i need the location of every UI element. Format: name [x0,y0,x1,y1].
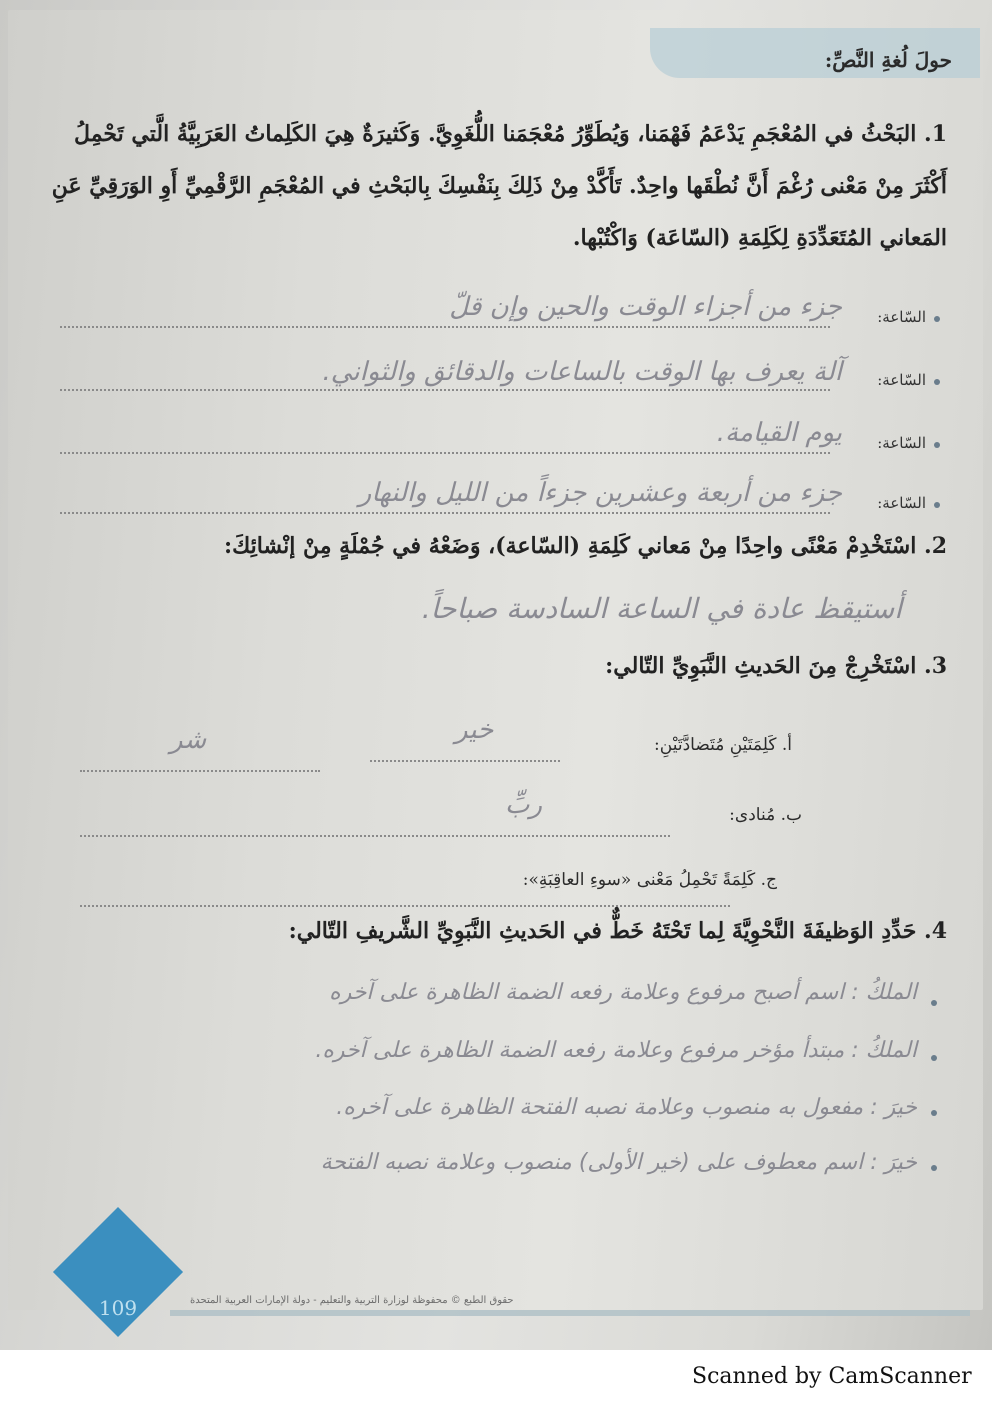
handwritten-answer-2: آلة يعرف بها الوقت بالساعات والدقائق والثواني. [322,357,842,387]
answer-label: السّاعة: [877,308,926,326]
question-2 [47,520,947,572]
q3-a-label: أ. كَلِمَتَيْنِ مُتَضادَّتَيْنِ: [654,735,792,755]
handwritten-antonym-2: شر [170,725,207,755]
q3-a-line-1 [370,760,560,762]
question-2-number: 2. [924,533,947,559]
bullet [931,1110,937,1116]
handwritten-grammar-1: الملكُ : اسم أصبح مرفوع وعلامة رفعه الضمة الظاهرة على آخره [329,980,917,1005]
q3-a-line-2 [80,770,320,772]
handwritten-answer-3: يوم القيامة. [716,418,842,448]
handwritten-answer-1: جزء من أجزاء الوقت والحين وإن قلّ [449,292,842,322]
question-2-text: اسْتَخْدِمْ مَعْنًى واحِدًا مِنْ مَعاني كَلِمَةِ (السّاعة)، وَضَعْهُ في جُمْلَةٍ مِنْ إنْشائِكَ: [223,533,917,559]
handwritten-vocative: ربِّ [505,790,543,820]
question-3 [47,640,947,692]
q3-c-label: ج. كَلِمَةً تَحْمِلُ مَعْنى «سوءِ العاقِبَةِ»: [522,870,777,890]
handwritten-grammar-4: خيرَ : اسم معطوف على (خير الأولى) منصوب وعلامة نصبه الفتحة [320,1150,917,1175]
handwritten-answer-4: جزء من أربعة وعشرين جزءاً من الليل والنهار [358,478,842,508]
bullet [931,1055,937,1061]
q3-b-line [80,835,670,837]
question-1-text: البَحْثُ في المُعْجَمِ يَدْعَمُ فَهْمَنا، وَيُطَوِّرُ مُعْجَمَنا اللُّغَوِيَّ. وَكَثيرَةٌ هِيَ الكَلِماتُ العَرَبِيَّةُ الَّتي تَحْمِلُ أَكْثَرَ مِنْ مَعْنى رُغْمَ أَنَّ نُطْقَها واحِدٌ. تَأَكَّدْ مِنْ ذَلِكَ بِنَفْسِكَ بِالبَحْثِ في المُعْجَمِ الرَّقْمِيِّ أَوِ الوَرَقِيِّ عَنِ المَعاني المُتَعَدِّدَةِ لِكَلِمَةِ (السّاعَة) وَاكْتُبْها. [51,121,947,251]
question-4-text: حَدِّدِ الوَظيفَةَ النَّحْوِيَّةَ لِما تَحْتَهُ خَطٌّ في الحَديثِ النَّبَوِيِّ الشَّريفِ التّالي: [288,918,917,944]
answer-label: السّاعة: [877,371,926,389]
question-3-number: 3. [924,653,947,679]
scanner-watermark: Scanned by CamScanner [692,1364,972,1389]
question-4 [47,905,947,957]
question-1-number: 1. [924,121,947,147]
footer-bar [170,1310,970,1316]
handwritten-grammar-3: خيرَ : مفعول به منصوب وعلامة نصبه الفتحة الظاهرة على آخره. [336,1095,917,1120]
handwritten-antonym-1: خير [455,715,494,745]
page-number: 109 [98,1296,138,1320]
answer-label: السّاعة: [877,494,926,512]
question-3-text: اسْتَخْرِجْ مِنَ الحَديثِ النَّبَوِيِّ التّالي: [605,653,917,679]
bullet [931,1000,937,1006]
answer-label: السّاعة: [877,434,926,452]
handwritten-grammar-2: الملكُ : مبتدأ مؤخر مرفوع وعلامة رفعه الضمة الظاهرة على آخره. [315,1038,917,1063]
copyright-footer: حقوق الطبع © محفوظة لوزارة التربية والتعليم - دولة الإمارات العربية المتحدة [190,1295,514,1306]
question-4-number: 4. [924,918,947,944]
section-heading: حولَ لُغةِ النَّصِّ: [824,48,952,72]
bullet [931,1165,937,1171]
q3-b-label: ب. مُنادى: [729,805,802,825]
question-1 [47,108,947,264]
handwritten-sentence: أستيقظ عادة في الساعة السادسة صباحاً. [421,592,902,625]
